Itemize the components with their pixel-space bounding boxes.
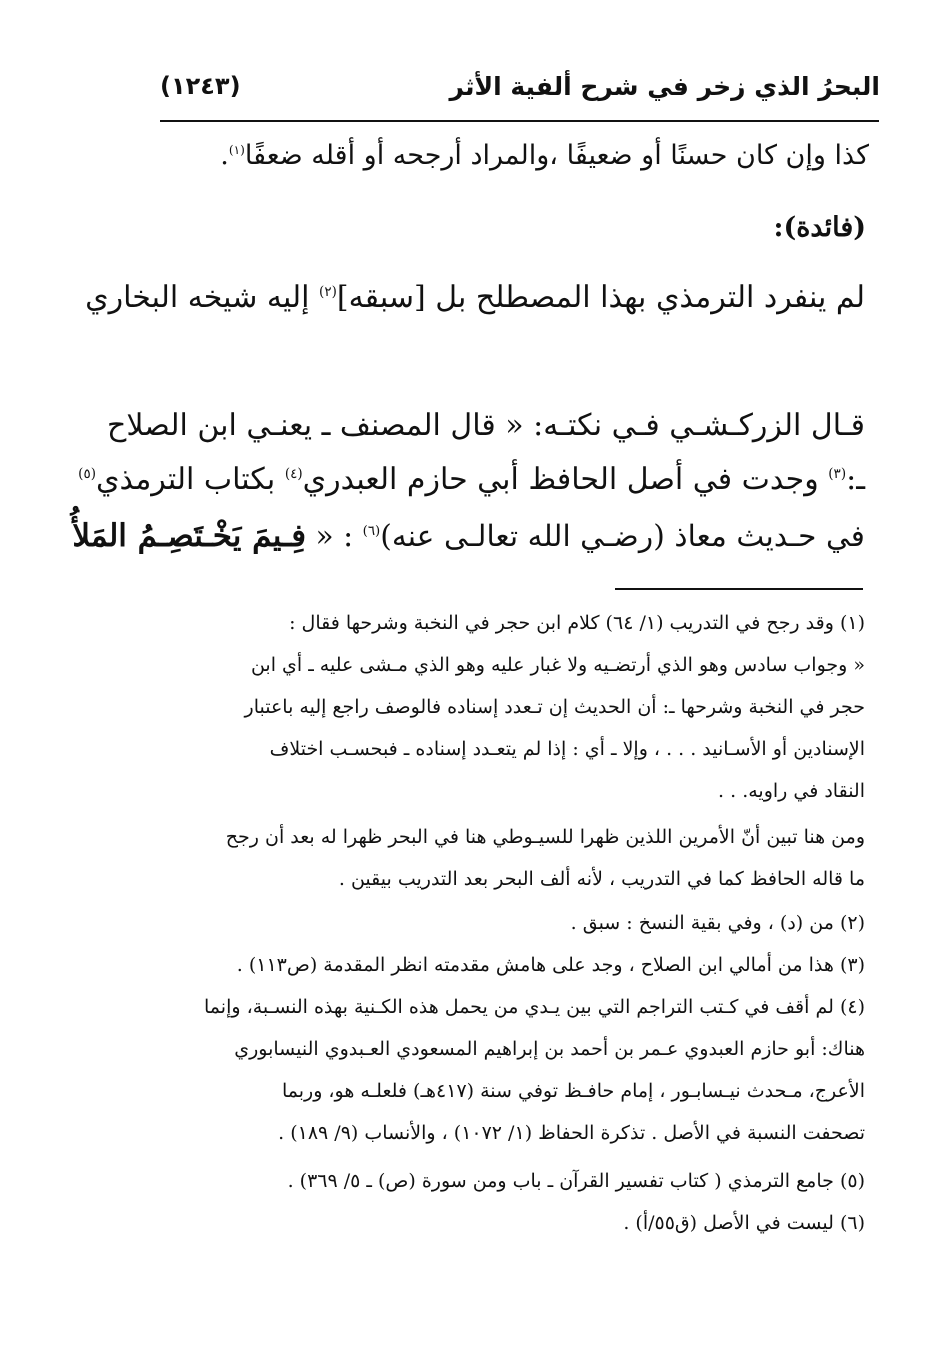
- running-head: [160, 62, 880, 112]
- footnote-1-line-7: [339, 868, 865, 891]
- footnote-4-line-4: [278, 1122, 865, 1145]
- footnote-3-number: (٣): [839, 954, 865, 976]
- footnote-1-text-5: النقاد في راويه. . .: [718, 780, 865, 802]
- footnote-4-number: (٤): [839, 996, 865, 1018]
- quran-quote: فِـيمَ يَخْـتَصِـمُ المَلأُ: [72, 518, 307, 554]
- footnote-4-text-4: تصحفت النسبة في الأصل . تذكرة الحفاظ (١/ ١٠٧٢) ، والأنساب (٩/ ١٨٩) .: [278, 1122, 865, 1144]
- main-line-6-text-b: : «: [315, 519, 354, 554]
- main-line-5-text-c: بكتاب الترمذي: [95, 462, 276, 497]
- footnote-separator: [615, 588, 863, 590]
- footnote-2-text: من (د) ، وفي بقية النسخ : سبق .: [570, 912, 834, 934]
- footnote-4-text-2: هناك: أبو حازم العبدوي عـمر بن أحمد بن إبراهيم المسعودي العـبدوي النيسابوري: [234, 1038, 865, 1060]
- footnote-4-line-1: [204, 996, 865, 1019]
- main-line-6-text-a: في حـديث معاذ (رضـي الله تعالـى عنه): [380, 519, 865, 554]
- footnote-4-line-3: [282, 1080, 865, 1103]
- page-number: (١٢٤٣): [160, 72, 241, 100]
- footnote-ref-6: (٦): [362, 524, 381, 540]
- footnote-ref-2: (٢): [319, 284, 337, 300]
- footnote-1-line-1: [289, 612, 865, 635]
- footnote-1-line-2: [251, 654, 865, 677]
- footnote-1-text-3: حجر في النخبة وشرحها ـ: أن الحديث إن تـعدد إسناده فالوصف راجع إليه باعتبار: [244, 696, 865, 718]
- main-line-3-text-a: لم ينفرد الترمذي بهذا المصطلح بل [سبقه]: [336, 280, 865, 315]
- main-line-4-text: قـال الزركـشـي فـي نكتـه: « قال المصنف ـ يعنـي ابن الصلاح: [107, 408, 865, 443]
- main-line-5: [78, 462, 865, 498]
- footnote-1-text-1: وقد رجح في التدريب (١/ ٦٤) كلام ابن حجر في النخبة وشرحها فقال :: [289, 612, 834, 634]
- main-line-3: [85, 280, 865, 316]
- footnote-ref-3: (٣): [828, 466, 847, 482]
- footnote-1-line-4: [270, 738, 865, 761]
- book-title: البحرُ الذي زخر في شرح ألفية الأثر: [449, 72, 880, 101]
- footnote-3-text: هذا من أمالي ابن الصلاح ، وجد على هامش مقدمته انظر المقدمة (ص١١٣) .: [236, 954, 834, 976]
- main-line-1: [220, 140, 869, 172]
- footnote-1-line-6: [226, 826, 865, 849]
- main-line-5-text-b: وجدت في أصل الحافظ أبي حازم العبدري: [302, 462, 819, 497]
- footnote-2-number: (٢): [839, 912, 865, 934]
- footnote-1-text-6: ومن هنا تبين أنّ الأمرين اللذين ظهرا للسيـوطي هنا في البحر ظهرا له بعد أن رجح: [225, 826, 865, 848]
- footnote-4-text-3: الأعرج، مـحدث نيـسابـور ، إمام حافـظ توفي سنة (٤١٧هـ) فلعلـه هو، وربما: [281, 1080, 865, 1102]
- footnote-1-number: (١): [839, 612, 865, 634]
- footnote-6-text: ليست في الأصل (ق٥٥/أ) .: [623, 1212, 834, 1234]
- main-line-5-text-a: ـ:: [846, 462, 865, 497]
- main-line-4: [107, 408, 865, 444]
- footnote-5-number: (٥): [839, 1170, 865, 1192]
- footnote-1-text-7: ما قاله الحافظ كما في التدريب ، لأنه ألف البحر بعد التدريب بيقين .: [338, 868, 865, 890]
- footnote-1-text-4: الإسنادين أو الأسـانيد . . . ، وإلا ـ أي : إذا لم يتعـدد إسناده ـ فبحسـب اختلاف: [269, 738, 865, 760]
- footnote-6: [623, 1212, 865, 1235]
- footnote-ref-1: (١): [228, 143, 245, 157]
- header-rule: [160, 120, 879, 122]
- main-line-6: [72, 518, 865, 555]
- footnote-5: [288, 1170, 865, 1193]
- footnote-2: [571, 912, 865, 935]
- footnote-6-number: (٦): [839, 1212, 865, 1234]
- footnote-5-text: جامع الترمذي ( كتاب تفسير القرآن ـ باب ومن سورة (ص) ـ ٥/ ٣٦٩) .: [287, 1170, 834, 1192]
- main-line-1-end: .: [220, 140, 229, 171]
- footnote-1-text-2: « وجواب سادس وهو الذي أرتضـيه ولا غبار عليه وهو الذي مـشى عليه ـ أي ابن: [250, 654, 865, 676]
- footnote-3: [237, 954, 865, 977]
- footnote-ref-5: (٥): [78, 466, 96, 482]
- footnote-1-line-3: [245, 696, 865, 719]
- footnote-1-line-5: [718, 780, 865, 803]
- main-line-1-text: كذا وإن كان حسنًا أو ضعيفًا ،والمراد أرجحه أو أقله ضعفًا: [244, 140, 869, 171]
- main-line-3-text-b: إليه شيخه البخاري: [85, 280, 310, 315]
- footnote-ref-4: (٤): [284, 466, 303, 482]
- footnote-4-text-1: لم أقف في كـتب التراجم التي بين يـدي من يحمل هذه الكـنية بهذه النسـبة، وإنما: [204, 996, 834, 1018]
- fayda-label: (فائدة):: [773, 212, 866, 243]
- fayda-heading: [774, 212, 866, 244]
- footnote-4-line-2: [234, 1038, 865, 1061]
